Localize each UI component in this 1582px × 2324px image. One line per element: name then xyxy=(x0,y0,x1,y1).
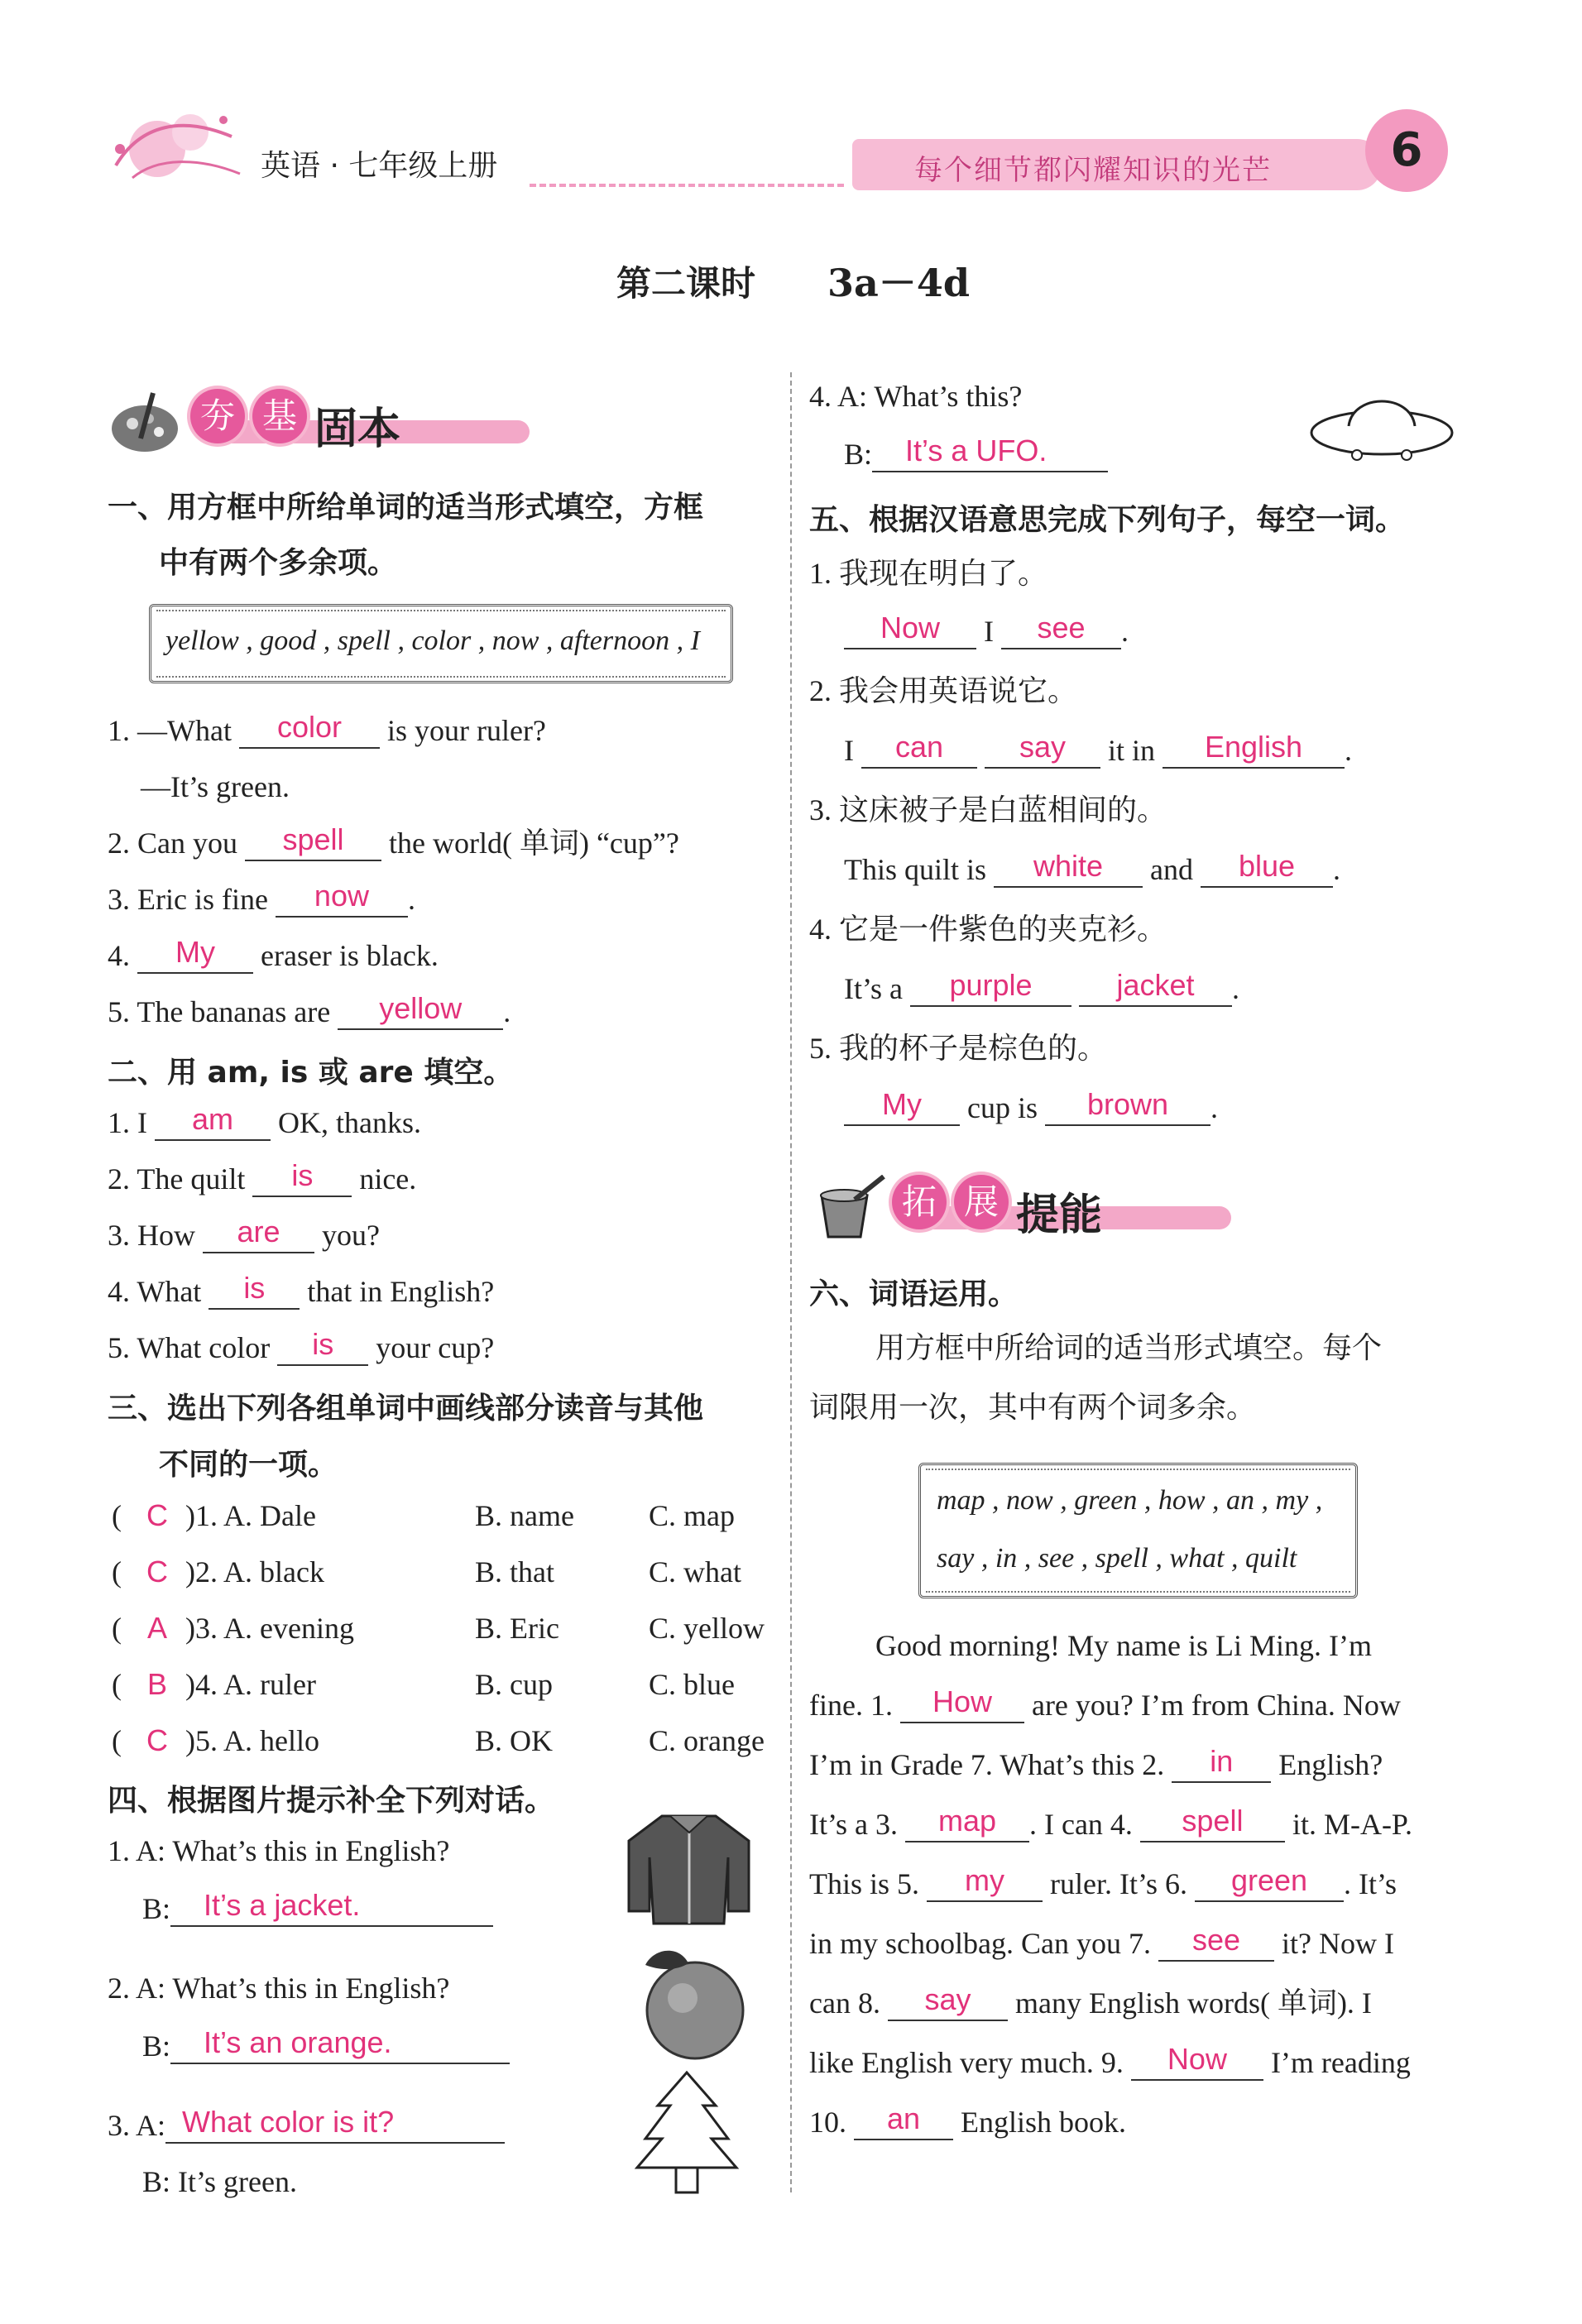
part1-heading-2: 中有两个多余项。 xyxy=(159,546,398,580)
p2-q2: 2. The quilt is nice. xyxy=(108,1158,417,1196)
p5-en4: It’s a purple jacket . xyxy=(844,968,1239,1005)
p5-a3: can xyxy=(894,730,944,764)
part3-heading: 三、选出下列各组单词中画线部分读音与其他 xyxy=(108,1392,704,1426)
passage-line-3: I’m in Grade 7. What’s this 2. in English? xyxy=(809,1744,1383,1781)
p1-q3: 3. Eric is fine now . xyxy=(108,879,415,916)
p6-a10: an xyxy=(886,2101,921,2135)
slogan: 每个细节都闪耀知识的光芒 xyxy=(914,154,1272,187)
p1-a5: yellow xyxy=(379,991,463,1025)
column-divider xyxy=(790,372,792,2192)
p4-a3: What color is it? xyxy=(182,2105,395,2139)
p4-a2: It’s an orange. xyxy=(204,2025,392,2059)
p6-a1: How xyxy=(932,1684,992,1718)
p2-a2: is xyxy=(291,1158,314,1192)
part5-heading: 五、根据汉语意思完成下列句子，每空一词。 xyxy=(809,503,1406,537)
p5-a2: see xyxy=(1037,611,1086,644)
p4-q1: 1. A: What’s this in English? xyxy=(108,1834,450,1867)
p6-a5: my xyxy=(965,1863,1005,1897)
section-header-extension xyxy=(809,1175,1157,1241)
p5-a10: My xyxy=(882,1087,922,1121)
floral-ornament-icon xyxy=(99,99,248,190)
passage-line-1: Good morning! My name is Li Ming. I’m xyxy=(875,1629,1372,1662)
ufo-icon xyxy=(1307,376,1456,467)
p5-a5: English xyxy=(1204,730,1303,764)
p5-a9: jacket xyxy=(1116,968,1195,1002)
p3-row-1: ( C )1. A. Dale B. name C. map xyxy=(112,1498,735,1532)
p6-a9: Now xyxy=(1167,2042,1227,2076)
p2-q5: 5. What color is your cup? xyxy=(108,1327,495,1364)
part6-heading: 六、词语运用。 xyxy=(809,1277,1019,1311)
p5-a7: blue xyxy=(1238,849,1296,883)
lesson-title: 第二课时 xyxy=(616,263,756,304)
p1-a3: now xyxy=(314,879,369,913)
passage-line-4: It’s a 3. map . I can 4. spell it. M-A-P. xyxy=(809,1804,1412,1841)
p2-q4: 4. What is that in English? xyxy=(108,1271,495,1308)
p4-a4: It’s a UFO. xyxy=(905,434,1047,467)
p4-b1: B: It’s a jacket. xyxy=(142,1891,493,1927)
p1-a1: color xyxy=(276,710,342,744)
p6-a8: say xyxy=(924,1982,971,2016)
passage-line-2: fine. 1. How are you? I’m from China. Now xyxy=(809,1684,1401,1722)
part6-intro-2: 词限用一次，其中有两个词多余。 xyxy=(809,1391,1257,1425)
p3-row-3: ( A )3. A. evening B. Eric C. yellow xyxy=(112,1611,765,1645)
passage-line-7: can 8. say many English words( 单词). I xyxy=(809,1982,1372,2020)
passage-line-8: like English very much. 9. Now I’m reading xyxy=(809,2042,1411,2079)
p1-q1-reply: —It’s green. xyxy=(141,770,290,803)
part3-heading-2: 不同的一项。 xyxy=(159,1448,338,1482)
page-number: 6 xyxy=(1365,109,1448,192)
p4-q3: 3. A: What color is it? xyxy=(108,2108,505,2144)
p3-a1: C xyxy=(146,1498,168,1532)
p1-q1: 1. —What color is your ruler? xyxy=(108,710,546,747)
orange-icon xyxy=(629,1940,753,2064)
badge-4: 展 xyxy=(954,1175,1009,1229)
p3-row-2: ( C )2. A. black B. that C. what xyxy=(112,1555,741,1588)
p6-a4: spell xyxy=(1182,1804,1244,1838)
word-box-2-line1: map , now , green , how , an , my , xyxy=(937,1485,1323,1516)
badge-2: 基 xyxy=(252,389,307,443)
paint-bucket-icon xyxy=(809,1175,892,1241)
p2-a1: am xyxy=(191,1102,233,1136)
passage-line-6: in my schoolbag. Can you 7. see it? Now I xyxy=(809,1923,1394,1960)
word-box-2-line2: say , in , see , spell , what , quilt xyxy=(937,1543,1297,1574)
section-label: 固本 xyxy=(314,405,401,454)
p1-q4: 4. My eraser is black. xyxy=(108,935,439,972)
p4-b4: B: It’s a UFO. xyxy=(844,437,1108,472)
section-label-2: 提能 xyxy=(1016,1191,1103,1240)
p3-a2: C xyxy=(146,1555,168,1588)
p5-cn3: 3. 这床被子是白蓝相间的。 xyxy=(809,793,1167,827)
p1-a4: My xyxy=(175,935,215,969)
word-box-2 xyxy=(918,1463,1358,1598)
p6-a2: in xyxy=(1210,1744,1234,1778)
p3-a4: B xyxy=(146,1667,167,1701)
p2-a5: is xyxy=(312,1327,334,1361)
part1-heading: 一、用方框中所给单词的适当形式填空，方框 xyxy=(108,491,704,525)
tree-icon xyxy=(633,2068,741,2197)
p6-a3: map xyxy=(937,1804,996,1838)
p1-q5: 5. The bananas are yellow . xyxy=(108,991,511,1028)
p2-a4: is xyxy=(243,1271,266,1305)
p5-cn5: 5. 我的杯子是棕色的。 xyxy=(809,1032,1108,1065)
p5-en3: This quilt is white and blue . xyxy=(844,849,1341,886)
badge-3: 拓 xyxy=(892,1175,947,1229)
part4-heading: 四、根据图片提示补全下列对话。 xyxy=(108,1784,555,1818)
p4-b2: B: It’s an orange. xyxy=(142,2029,510,2064)
p4-b3: B: It’s green. xyxy=(142,2165,297,2198)
p4-a1: It’s a jacket. xyxy=(204,1888,361,1922)
part2-heading: 二、用 am, is 或 are 填空。 xyxy=(108,1056,514,1090)
p5-cn1: 1. 我现在明白了。 xyxy=(809,557,1048,590)
part6-intro-1: 用方框中所给词的适当形式填空。每个 xyxy=(875,1331,1383,1365)
p5-a4: say xyxy=(1019,730,1067,764)
p6-a7: see xyxy=(1191,1923,1240,1957)
passage-line-9: 10. an English book. xyxy=(809,2101,1127,2139)
p5-en2: I can say it in English . xyxy=(844,730,1353,767)
p4-q4: 4. A: What’s this? xyxy=(809,380,1023,413)
p1-a2: spell xyxy=(282,822,344,856)
section-header-basics xyxy=(108,389,455,455)
p5-en1: Now I see . xyxy=(844,614,1129,649)
p4-q2: 2. A: What’s this in English? xyxy=(108,1972,450,2005)
p5-cn4: 4. 它是一件紫色的夹克衫。 xyxy=(809,913,1167,946)
header-dash-line xyxy=(530,184,844,187)
p5-a8: purple xyxy=(949,968,1033,1002)
word-box-1-words: yellow , good , spell , color , now , afternoon , I xyxy=(165,625,700,656)
jacket-icon xyxy=(625,1808,753,1928)
p2-q3: 3. How are you? xyxy=(108,1215,380,1252)
p5-a1: Now xyxy=(880,611,941,644)
p5-a6: white xyxy=(1033,849,1104,883)
passage-line-5: This is 5. my ruler. It’s 6. green . It’s xyxy=(809,1863,1397,1900)
p5-a11: brown xyxy=(1086,1087,1169,1121)
p2-q1: 1. I am OK, thanks. xyxy=(108,1102,421,1139)
p3-a5: C xyxy=(146,1723,168,1757)
p1-q2: 2. Can you spell the world( 单词) “cup”? xyxy=(108,822,679,860)
p2-a3: are xyxy=(237,1215,280,1248)
p5-en5: My cup is brown . xyxy=(844,1090,1218,1126)
p3-row-5: ( C )5. A. hello B. OK C. orange xyxy=(112,1723,765,1757)
p3-a3: A xyxy=(146,1611,167,1645)
p3-row-4: ( B )4. A. ruler B. cup C. blue xyxy=(112,1667,735,1701)
p5-cn2: 2. 我会用英语说它。 xyxy=(809,674,1078,707)
palette-icon xyxy=(108,389,182,455)
badge-1: 夯 xyxy=(190,389,245,443)
p6-a6: green xyxy=(1230,1863,1308,1897)
book-title: 英语 · 七年级上册 xyxy=(261,149,498,183)
lesson-range: 3a－4d xyxy=(827,261,970,305)
